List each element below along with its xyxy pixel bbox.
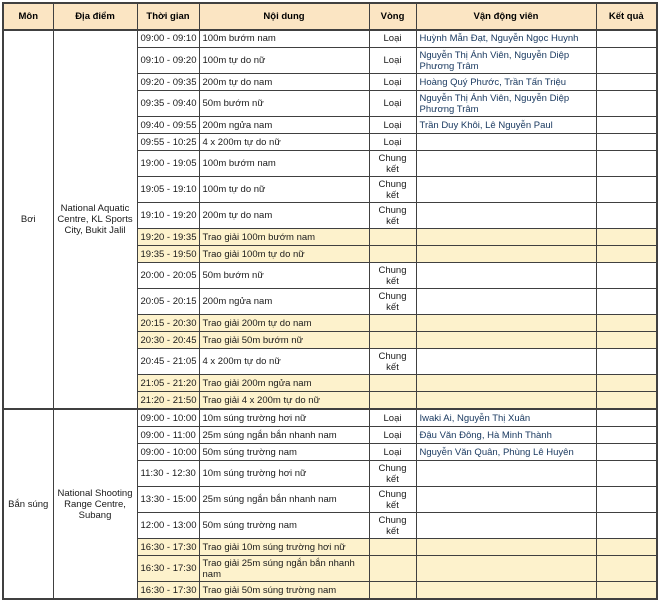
result-cell bbox=[596, 539, 657, 556]
event-cell: 100m tự do nữ bbox=[199, 48, 369, 74]
event-cell: 10m súng trường hơi nữ bbox=[199, 461, 369, 487]
round-cell bbox=[369, 332, 416, 349]
athletes-cell bbox=[416, 461, 596, 487]
round-cell: Loại bbox=[369, 91, 416, 117]
athletes-cell bbox=[416, 375, 596, 392]
column-header: Kết quả bbox=[596, 3, 657, 30]
athletes-cell bbox=[416, 539, 596, 556]
sport-cell: Bắn súng bbox=[3, 409, 53, 599]
result-cell bbox=[596, 315, 657, 332]
table-row bbox=[3, 30, 657, 48]
round-cell: Chung kết bbox=[369, 151, 416, 177]
result-cell bbox=[596, 392, 657, 410]
time-cell: 19:00 - 19:05 bbox=[137, 151, 199, 177]
time-cell: 20:15 - 20:30 bbox=[137, 315, 199, 332]
result-cell bbox=[596, 332, 657, 349]
result-cell bbox=[596, 513, 657, 539]
round-cell: Loại bbox=[369, 409, 416, 427]
result-cell bbox=[596, 246, 657, 263]
result-cell bbox=[596, 48, 657, 74]
event-cell: Trao giải 10m súng trường hơi nữ bbox=[199, 539, 369, 556]
venue-cell: National Aquatic Centre, KL Sports City, Bukit Jalil bbox=[53, 30, 137, 409]
round-cell: Loại bbox=[369, 48, 416, 74]
round-cell: Chung kết bbox=[369, 203, 416, 229]
round-cell bbox=[369, 539, 416, 556]
athletes-cell: Nguyễn Thị Ánh Viên, Nguyễn Diệp Phương Trâm bbox=[416, 48, 596, 74]
event-cell: 50m bướm nữ bbox=[199, 91, 369, 117]
event-cell: 4 x 200m tự do nữ bbox=[199, 349, 369, 375]
event-cell: 200m ngửa nam bbox=[199, 117, 369, 134]
athletes-cell bbox=[416, 332, 596, 349]
event-cell: 4 x 200m tự do nữ bbox=[199, 134, 369, 151]
time-cell: 09:10 - 09:20 bbox=[137, 48, 199, 74]
result-cell bbox=[596, 349, 657, 375]
time-cell: 13:30 - 15:00 bbox=[137, 487, 199, 513]
time-cell: 21:05 - 21:20 bbox=[137, 375, 199, 392]
athletes-cell: Iwaki Ai, Nguyễn Thị Xuân bbox=[416, 409, 596, 427]
result-cell bbox=[596, 556, 657, 582]
sport-cell: Bơi bbox=[3, 30, 53, 409]
athletes-cell bbox=[416, 263, 596, 289]
time-cell: 19:05 - 19:10 bbox=[137, 177, 199, 203]
result-cell bbox=[596, 289, 657, 315]
round-cell: Chung kết bbox=[369, 349, 416, 375]
athletes-cell bbox=[416, 582, 596, 600]
event-cell: 200m ngửa nam bbox=[199, 289, 369, 315]
result-cell bbox=[596, 409, 657, 427]
event-cell: 200m tự do nam bbox=[199, 203, 369, 229]
time-cell: 21:20 - 21:50 bbox=[137, 392, 199, 410]
time-cell: 09:55 - 10:25 bbox=[137, 134, 199, 151]
table-row bbox=[3, 409, 657, 427]
round-cell bbox=[369, 556, 416, 582]
venue-cell: National Shooting Range Centre, Subang bbox=[53, 409, 137, 599]
result-cell bbox=[596, 427, 657, 444]
athletes-cell bbox=[416, 556, 596, 582]
time-cell: 12:00 - 13:00 bbox=[137, 513, 199, 539]
round-cell bbox=[369, 315, 416, 332]
athletes-cell bbox=[416, 392, 596, 410]
event-cell: 50m súng trường nam bbox=[199, 513, 369, 539]
event-cell: Trao giải 200m tự do nam bbox=[199, 315, 369, 332]
time-cell: 19:10 - 19:20 bbox=[137, 203, 199, 229]
athletes-cell bbox=[416, 246, 596, 263]
schedule-table bbox=[2, 2, 658, 600]
result-cell bbox=[596, 375, 657, 392]
athletes-cell: Trần Duy Khôi, Lê Nguyễn Paul bbox=[416, 117, 596, 134]
result-cell bbox=[596, 461, 657, 487]
time-cell: 16:30 - 17:30 bbox=[137, 582, 199, 600]
result-cell bbox=[596, 134, 657, 151]
event-cell: 50m súng trường nam bbox=[199, 444, 369, 461]
time-cell: 09:20 - 09:35 bbox=[137, 74, 199, 91]
time-cell: 19:35 - 19:50 bbox=[137, 246, 199, 263]
round-cell: Loại bbox=[369, 444, 416, 461]
athletes-cell bbox=[416, 487, 596, 513]
event-cell: 50m bướm nữ bbox=[199, 263, 369, 289]
round-cell: Loại bbox=[369, 74, 416, 91]
event-cell: Trao giải 25m súng ngắn bắn nhanh nam bbox=[199, 556, 369, 582]
athletes-cell: Đậu Văn Đông, Hà Minh Thành bbox=[416, 427, 596, 444]
event-cell: 25m súng ngắn bắn nhanh nam bbox=[199, 427, 369, 444]
time-cell: 16:30 - 17:30 bbox=[137, 556, 199, 582]
time-cell: 11:30 - 12:30 bbox=[137, 461, 199, 487]
round-cell: Chung kết bbox=[369, 487, 416, 513]
event-cell: Trao giải 100m bướm nam bbox=[199, 229, 369, 246]
athletes-cell bbox=[416, 289, 596, 315]
result-cell bbox=[596, 229, 657, 246]
athletes-cell bbox=[416, 315, 596, 332]
result-cell bbox=[596, 91, 657, 117]
time-cell: 09:35 - 09:40 bbox=[137, 91, 199, 117]
result-cell bbox=[596, 117, 657, 134]
round-cell: Chung kết bbox=[369, 177, 416, 203]
time-cell: 16:30 - 17:30 bbox=[137, 539, 199, 556]
event-cell: 25m súng ngắn bắn nhanh nam bbox=[199, 487, 369, 513]
header-row bbox=[3, 3, 657, 30]
event-cell: Trao giải 200m ngửa nam bbox=[199, 375, 369, 392]
result-cell bbox=[596, 74, 657, 91]
result-cell bbox=[596, 444, 657, 461]
round-cell bbox=[369, 375, 416, 392]
athletes-cell: Nguyễn Thị Ánh Viên, Nguyễn Diệp Phương Trâm bbox=[416, 91, 596, 117]
time-cell: 20:30 - 20:45 bbox=[137, 332, 199, 349]
event-cell: 100m bướm nam bbox=[199, 151, 369, 177]
round-cell: Loại bbox=[369, 117, 416, 134]
round-cell: Chung kết bbox=[369, 263, 416, 289]
time-cell: 09:00 - 10:00 bbox=[137, 409, 199, 427]
time-cell: 09:00 - 11:00 bbox=[137, 427, 199, 444]
event-cell: 200m tự do nam bbox=[199, 74, 369, 91]
result-cell bbox=[596, 263, 657, 289]
round-cell bbox=[369, 246, 416, 263]
event-cell: Trao giải 50m súng trường nam bbox=[199, 582, 369, 600]
athletes-cell bbox=[416, 229, 596, 246]
athletes-cell bbox=[416, 134, 596, 151]
time-cell: 09:40 - 09:55 bbox=[137, 117, 199, 134]
event-cell: 100m bướm nam bbox=[199, 30, 369, 48]
column-header: Vòng bbox=[369, 3, 416, 30]
athletes-cell bbox=[416, 349, 596, 375]
athletes-cell: Nguyễn Văn Quân, Phùng Lê Huyên bbox=[416, 444, 596, 461]
schedule-header bbox=[3, 3, 657, 30]
time-cell: 19:20 - 19:35 bbox=[137, 229, 199, 246]
athletes-cell bbox=[416, 177, 596, 203]
round-cell: Chung kết bbox=[369, 289, 416, 315]
result-cell bbox=[596, 30, 657, 48]
athletes-cell: Huỳnh Mẫn Đạt, Nguyễn Ngọc Huynh bbox=[416, 30, 596, 48]
result-cell bbox=[596, 203, 657, 229]
round-cell: Loại bbox=[369, 427, 416, 444]
round-cell bbox=[369, 229, 416, 246]
result-cell bbox=[596, 487, 657, 513]
round-cell: Chung kết bbox=[369, 461, 416, 487]
round-cell: Loại bbox=[369, 30, 416, 48]
athletes-cell bbox=[416, 513, 596, 539]
time-cell: 20:45 - 21:05 bbox=[137, 349, 199, 375]
event-cell: Trao giải 50m bướm nữ bbox=[199, 332, 369, 349]
time-cell: 09:00 - 09:10 bbox=[137, 30, 199, 48]
round-cell: Chung kết bbox=[369, 513, 416, 539]
round-cell bbox=[369, 582, 416, 600]
athletes-cell bbox=[416, 203, 596, 229]
schedule-body bbox=[3, 30, 657, 599]
result-cell bbox=[596, 582, 657, 600]
event-cell: 100m tự do nữ bbox=[199, 177, 369, 203]
column-header: Thời gian bbox=[137, 3, 199, 30]
time-cell: 09:00 - 10:00 bbox=[137, 444, 199, 461]
event-cell: Trao giải 4 x 200m tự do nữ bbox=[199, 392, 369, 410]
time-cell: 20:05 - 20:15 bbox=[137, 289, 199, 315]
event-cell: 10m súng trường hơi nữ bbox=[199, 409, 369, 427]
result-cell bbox=[596, 177, 657, 203]
column-header: Vận động viên bbox=[416, 3, 596, 30]
column-header: Môn bbox=[3, 3, 53, 30]
time-cell: 20:00 - 20:05 bbox=[137, 263, 199, 289]
column-header: Nội dung bbox=[199, 3, 369, 30]
athletes-cell bbox=[416, 151, 596, 177]
round-cell bbox=[369, 392, 416, 410]
round-cell: Loại bbox=[369, 134, 416, 151]
result-cell bbox=[596, 151, 657, 177]
athletes-cell: Hoàng Quý Phước, Trần Tấn Triệu bbox=[416, 74, 596, 91]
column-header: Địa điểm bbox=[53, 3, 137, 30]
event-cell: Trao giải 100m tự do nữ bbox=[199, 246, 369, 263]
